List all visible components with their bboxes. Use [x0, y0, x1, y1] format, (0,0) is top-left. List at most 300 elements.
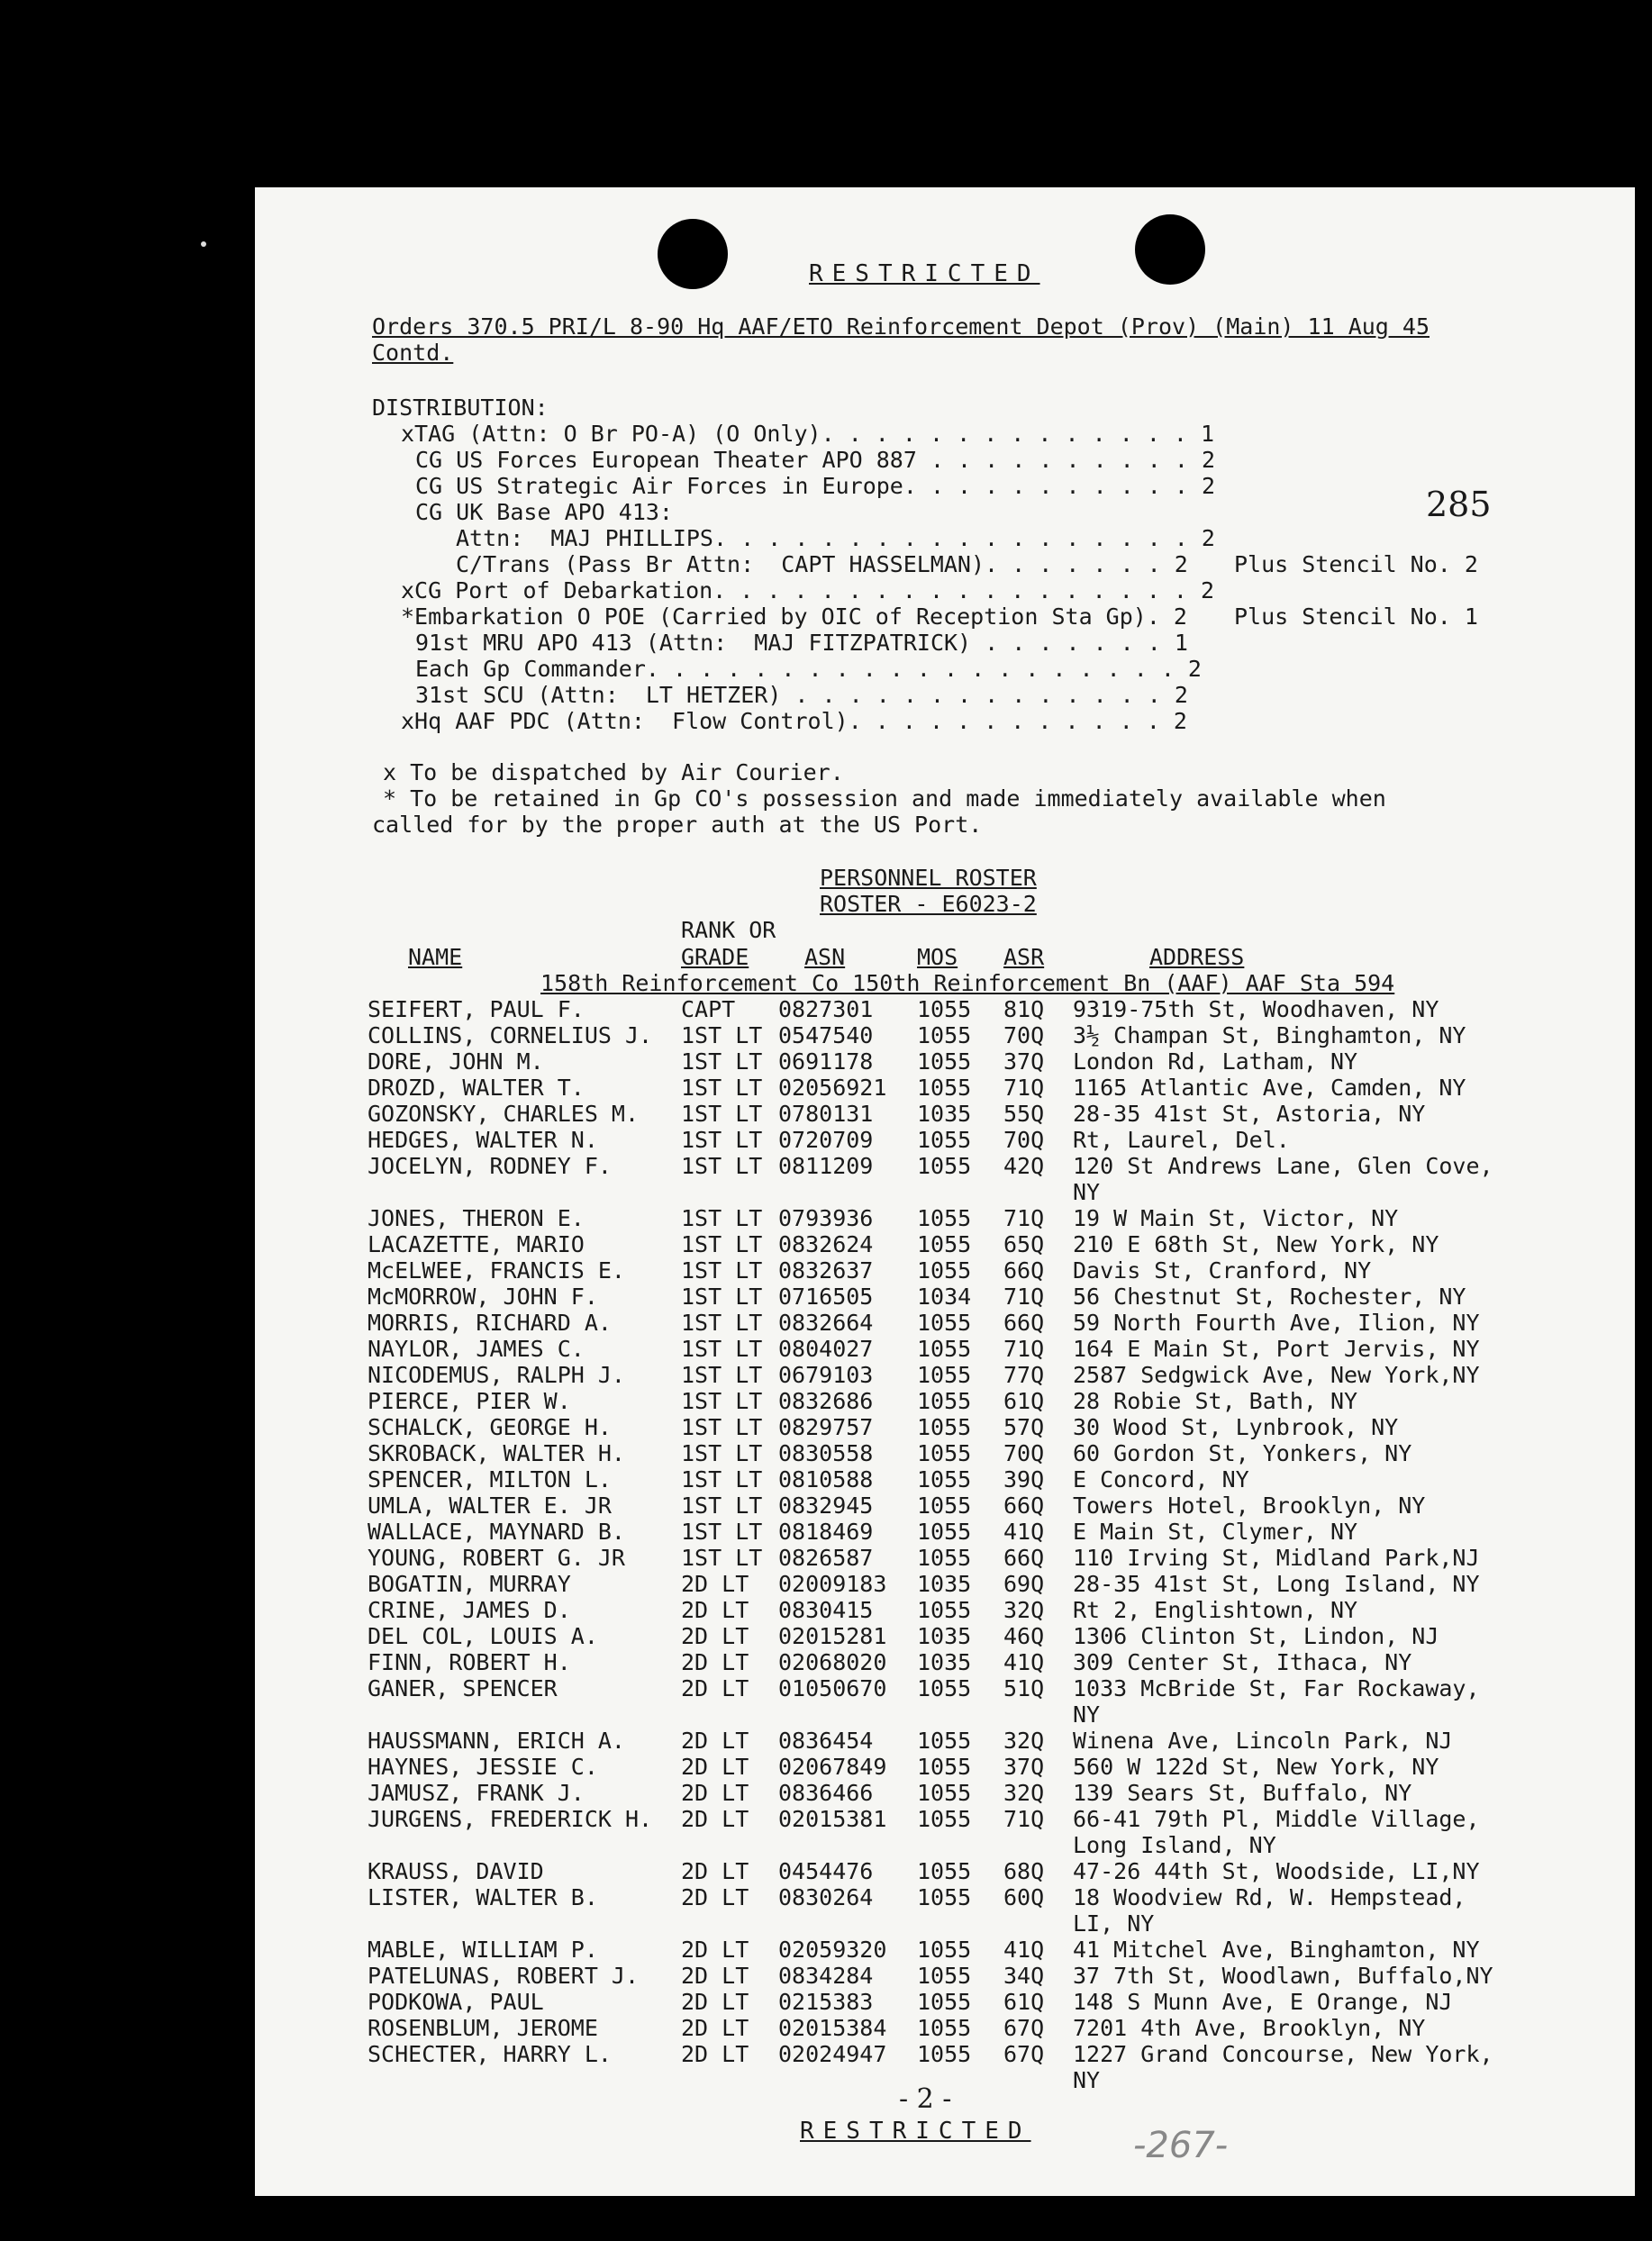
roster-asn: 0691178: [778, 1048, 874, 1075]
roster-rank: 2D LT: [681, 2041, 749, 2067]
roster-asr: 68Q: [1003, 1858, 1045, 1884]
roster-asr: 77Q: [1003, 1362, 1045, 1388]
restricted-header: RESTRICTED: [809, 260, 1040, 287]
roster-asr: 71Q: [1003, 1336, 1045, 1362]
roster-asn: 0836466: [778, 1780, 874, 1806]
roster-mos: 1055: [917, 1806, 972, 1832]
roster-rank: 1ST LT: [681, 1022, 763, 1048]
roster-asn: 0832686: [778, 1388, 874, 1414]
roster-mos: 1055: [917, 1963, 972, 1989]
roster-asn: 0454476: [778, 1858, 874, 1884]
roster-rank: 2D LT: [681, 1675, 749, 1701]
distribution-line: *Embarkation O POE (Carried by OIC of Reception Sta Gp). 2: [401, 603, 1187, 630]
roster-mos: 1035: [917, 1623, 972, 1649]
roster-mos: 1055: [917, 1754, 972, 1780]
roster-mos: 1035: [917, 1101, 972, 1127]
roster-mos: 1055: [917, 1597, 972, 1623]
roster-name: DROZD, WALTER T.: [368, 1075, 585, 1101]
table-row: [255, 1675, 1635, 1701]
roster-name: YOUNG, ROBERT G. JR: [368, 1545, 625, 1571]
table-row: [255, 1728, 1635, 1754]
roster-name: SCHALCK, GEORGE H.: [368, 1414, 612, 1440]
table-row: [255, 1597, 1635, 1623]
roster-name: HAUSSMANN, ERICH A.: [368, 1728, 625, 1754]
table-row: [255, 1336, 1635, 1362]
roster-address: 47-26 44th St, Woodside, LI,NY: [1073, 1858, 1480, 1884]
roster-asn: 0547540: [778, 1022, 874, 1048]
roster-name: CRINE, JAMES D.: [368, 1597, 571, 1623]
roster-address: E Main St, Clymer, NY: [1073, 1519, 1358, 1545]
roster-mos: 1055: [917, 1414, 972, 1440]
roster-name: PIERCE, PIER W.: [368, 1388, 571, 1414]
roster-address: Rt 2, Englishtown, NY: [1073, 1597, 1358, 1623]
roster-address-cont: Long Island, NY: [1073, 1832, 1276, 1858]
roster-asr: 32Q: [1003, 1780, 1045, 1806]
distribution-line: C/Trans (Pass Br Attn: CAPT HASSELMAN). . . . . . . 2: [456, 551, 1188, 577]
footnote-retained: * To be retained in Gp CO's possession and made immediately available when: [383, 785, 1386, 812]
roster-name: JONES, THERON E.: [368, 1205, 585, 1231]
roster-mos: 1035: [917, 1571, 972, 1597]
roster-asr: 37Q: [1003, 1048, 1045, 1075]
table-row: [255, 1937, 1635, 1963]
table-row: [255, 996, 1635, 1022]
roster-name: GANER, SPENCER: [368, 1675, 558, 1701]
roster-mos: 1055: [917, 1022, 972, 1048]
roster-asr: 66Q: [1003, 1492, 1045, 1519]
roster-asr: 61Q: [1003, 1388, 1045, 1414]
table-row: [255, 1257, 1635, 1284]
roster-mos: 1055: [917, 1205, 972, 1231]
roster-rank: 2D LT: [681, 1728, 749, 1754]
roster-asn: 01050670: [778, 1675, 887, 1701]
roster-asr: 69Q: [1003, 1571, 1045, 1597]
roster-name: PATELUNAS, ROBERT J.: [368, 1963, 640, 1989]
roster-rank: 1ST LT: [681, 1231, 763, 1257]
roster-address: 1165 Atlantic Ave, Camden, NY: [1073, 1075, 1466, 1101]
roster-asn: 02015381: [778, 1806, 887, 1832]
roster-name: HAYNES, JESSIE C.: [368, 1754, 598, 1780]
roster-asr: 32Q: [1003, 1597, 1045, 1623]
roster-mos: 1055: [917, 1937, 972, 1963]
roster-title: PERSONNEL ROSTER: [820, 865, 1037, 891]
roster-asr: 51Q: [1003, 1675, 1045, 1701]
roster-address: 66-41 79th Pl, Middle Village,: [1073, 1806, 1480, 1832]
roster-address: 120 St Andrews Lane, Glen Cove,: [1073, 1153, 1493, 1179]
roster-address: 28 Robie St, Bath, NY: [1073, 1388, 1358, 1414]
roster-asr: 34Q: [1003, 1963, 1045, 1989]
distribution-line: 91st MRU APO 413 (Attn: MAJ FITZPATRICK) . . . . . . . 1: [415, 630, 1188, 656]
roster-asr: 65Q: [1003, 1231, 1045, 1257]
table-row: [255, 1414, 1635, 1440]
roster-rank: 2D LT: [681, 1937, 749, 1963]
roster-mos: 1055: [917, 2041, 972, 2067]
table-row: [255, 1022, 1635, 1048]
roster-asr: 61Q: [1003, 1989, 1045, 2015]
roster-asn: 0832624: [778, 1231, 874, 1257]
table-row: [255, 1884, 1635, 1910]
table-row: [255, 1388, 1635, 1414]
roster-rank: CAPT: [681, 996, 736, 1022]
distribution-line: Attn: MAJ PHILLIPS. . . . . . . . . . . . . . . . . . 2: [456, 525, 1215, 551]
roster-address: 164 E Main St, Port Jervis, NY: [1073, 1336, 1480, 1362]
roster-mos: 1055: [917, 1362, 972, 1388]
roster-name: McMORROW, JOHN F.: [368, 1284, 598, 1310]
roster-name: HEDGES, WALTER N.: [368, 1127, 598, 1153]
roster-mos: 1055: [917, 1519, 972, 1545]
roster-rank: 1ST LT: [681, 1388, 763, 1414]
roster-asn: 0830264: [778, 1884, 874, 1910]
table-row: [255, 1519, 1635, 1545]
roster-address: 210 E 68th St, New York, NY: [1073, 1231, 1439, 1257]
roster-subtitle: ROSTER - E6023-2: [820, 891, 1037, 917]
roster-rank: 1ST LT: [681, 1127, 763, 1153]
roster-rank: 2D LT: [681, 1989, 749, 2015]
table-row: [255, 1205, 1635, 1231]
roster-asr: 71Q: [1003, 1075, 1045, 1101]
distribution-line: xHq AAF PDC (Attn: Flow Control). . . . . . . . . . . . 2: [401, 708, 1187, 734]
roster-name: PODKOWA, PAUL: [368, 1989, 544, 2015]
roster-rank: 1ST LT: [681, 1101, 763, 1127]
roster-asn: 0215383: [778, 1989, 874, 2015]
roster-address: 139 Sears St, Buffalo, NY: [1073, 1780, 1412, 1806]
roster-asn: 0780131: [778, 1101, 874, 1127]
distribution-line: CG UK Base APO 413:: [415, 499, 673, 525]
document-page: [255, 187, 1635, 2196]
roster-name: KRAUSS, DAVID: [368, 1858, 544, 1884]
roster-rank: 1ST LT: [681, 1336, 763, 1362]
roster-rank: 1ST LT: [681, 1545, 763, 1571]
roster-asn: 02067849: [778, 1754, 887, 1780]
roster-mos: 1035: [917, 1649, 972, 1675]
roster-mos: 1055: [917, 1780, 972, 1806]
roster-mos: 1055: [917, 1388, 972, 1414]
roster-asn: 0826587: [778, 1545, 874, 1571]
roster-asr: 66Q: [1003, 1310, 1045, 1336]
roster-mos: 1055: [917, 1675, 972, 1701]
roster-asr: 42Q: [1003, 1153, 1045, 1179]
roster-mos: 1055: [917, 1153, 972, 1179]
roster-address: Towers Hotel, Brooklyn, NY: [1073, 1492, 1426, 1519]
roster-mos: 1055: [917, 1989, 972, 2015]
unit-line: 158th Reinforcement Co 150th Reinforcement Bn (AAF) AAF Sta 594: [540, 970, 1395, 996]
roster-address: 148 S Munn Ave, E Orange, NJ: [1073, 1989, 1453, 2015]
footnote-retained-cont: called for by the proper auth at the US Port.: [372, 812, 983, 838]
roster-address: 56 Chestnut St, Rochester, NY: [1073, 1284, 1466, 1310]
roster-asr: 39Q: [1003, 1466, 1045, 1492]
roster-rank: 1ST LT: [681, 1519, 763, 1545]
header-mos: MOS: [917, 944, 958, 970]
roster-address: 37 7th St, Woodlawn, Buffalo,NY: [1073, 1963, 1493, 1989]
roster-asr: 41Q: [1003, 1519, 1045, 1545]
roster-name: COLLINS, CORNELIUS J.: [368, 1022, 653, 1048]
roster-address: 2587 Sedgwick Ave, New York,NY: [1073, 1362, 1480, 1388]
roster-asr: 70Q: [1003, 1440, 1045, 1466]
footnote-air-courier: x To be dispatched by Air Courier.: [383, 759, 844, 785]
roster-address: 7201 4th Ave, Brooklyn, NY: [1073, 2015, 1426, 2041]
roster-rank: 2D LT: [681, 1571, 749, 1597]
roster-name: JAMUSZ, FRANK J.: [368, 1780, 585, 1806]
distribution-title: DISTRIBUTION:: [372, 395, 549, 421]
roster-asn: 0836454: [778, 1728, 874, 1754]
roster-address: E Concord, NY: [1073, 1466, 1249, 1492]
roster-asn: 0827301: [778, 996, 874, 1022]
roster-name: SCHECTER, HARRY L.: [368, 2041, 612, 2067]
roster-name: McELWEE, FRANCIS E.: [368, 1257, 625, 1284]
roster-address: 309 Center St, Ithaca, NY: [1073, 1649, 1412, 1675]
table-row: [255, 1780, 1635, 1806]
roster-asr: 55Q: [1003, 1101, 1045, 1127]
roster-asn: 02024947: [778, 2041, 887, 2067]
roster-address-cont: LI, NY: [1073, 1910, 1155, 1937]
roster-asr: 41Q: [1003, 1649, 1045, 1675]
roster-rank: 1ST LT: [681, 1440, 763, 1466]
roster-asr: 32Q: [1003, 1728, 1045, 1754]
roster-rank: 1ST LT: [681, 1048, 763, 1075]
table-row: [255, 1284, 1635, 1310]
roster-rank: 1ST LT: [681, 1153, 763, 1179]
roster-mos: 1055: [917, 1440, 972, 1466]
roster-address: 3½ Champan St, Binghamton, NY: [1073, 1022, 1466, 1048]
roster-name: BOGATIN, MURRAY: [368, 1571, 571, 1597]
roster-asn: 02059320: [778, 1937, 887, 1963]
roster-address: 560 W 122d St, New York, NY: [1073, 1754, 1439, 1780]
roster-mos: 1055: [917, 996, 972, 1022]
header-asr: ASR: [1003, 944, 1045, 970]
roster-asn: 0829757: [778, 1414, 874, 1440]
roster-address: 28-35 41st St, Astoria, NY: [1073, 1101, 1426, 1127]
page-number: - 2 -: [899, 2083, 952, 2115]
table-row: [255, 1466, 1635, 1492]
roster-mos: 1034: [917, 1284, 972, 1310]
roster-mos: 1055: [917, 1310, 972, 1336]
table-row: [255, 1310, 1635, 1336]
roster-asr: 71Q: [1003, 1806, 1045, 1832]
roster-asr: 71Q: [1003, 1284, 1045, 1310]
roster-asn: 0832637: [778, 1257, 874, 1284]
roster-name: SEIFERT, PAUL F.: [368, 996, 585, 1022]
roster-asr: 41Q: [1003, 1937, 1045, 1963]
roster-asn: 0832664: [778, 1310, 874, 1336]
table-row: [255, 1754, 1635, 1780]
table-row: [255, 2041, 1635, 2067]
roster-name: JOCELYN, RODNEY F.: [368, 1153, 612, 1179]
roster-asr: 60Q: [1003, 1884, 1045, 1910]
roster-mos: 1055: [917, 1336, 972, 1362]
roster-mos: 1055: [917, 1728, 972, 1754]
roster-rank: 2D LT: [681, 1963, 749, 1989]
roster-rank: 1ST LT: [681, 1284, 763, 1310]
roster-asr: 67Q: [1003, 2015, 1045, 2041]
roster-name: DEL COL, LOUIS A.: [368, 1623, 598, 1649]
roster-mos: 1055: [917, 1492, 972, 1519]
roster-asn: 0832945: [778, 1492, 874, 1519]
distribution-line: CG US Strategic Air Forces in Europe. . . . . . . . . . . 2: [415, 473, 1216, 499]
roster-rank: 1ST LT: [681, 1492, 763, 1519]
roster-rank: 1ST LT: [681, 1466, 763, 1492]
distribution-line: xTAG (Attn: O Br PO-A) (O Only). . . . . . . . . . . . . . 1: [401, 421, 1215, 447]
roster-mos: 1055: [917, 1075, 972, 1101]
roster-rank: 2D LT: [681, 1623, 749, 1649]
table-row: [255, 1571, 1635, 1597]
table-row: [255, 1545, 1635, 1571]
table-row: [255, 1127, 1635, 1153]
roster-address: 30 Wood St, Lynbrook, NY: [1073, 1414, 1399, 1440]
roster-address-cont: NY: [1073, 1179, 1101, 1205]
table-row: [255, 2015, 1635, 2041]
roster-asn: 02009183: [778, 1571, 887, 1597]
stamp-number: 285: [1426, 485, 1492, 524]
roster-asr: 57Q: [1003, 1414, 1045, 1440]
roster-name: ROSENBLUM, JEROME: [368, 2015, 598, 2041]
roster-rank: 2D LT: [681, 1806, 749, 1832]
roster-asn: 0716505: [778, 1284, 874, 1310]
header-grade: GRADE: [681, 944, 749, 970]
roster-address: 110 Irving St, Midland Park,NJ: [1073, 1545, 1480, 1571]
roster-name: DORE, JOHN M.: [368, 1048, 544, 1075]
roster-rank: 1ST LT: [681, 1414, 763, 1440]
roster-address: 18 Woodview Rd, W. Hempstead,: [1073, 1884, 1466, 1910]
orders-contd: Contd.: [372, 340, 454, 366]
table-row: [255, 1075, 1635, 1101]
roster-asr: 81Q: [1003, 996, 1045, 1022]
roster-rank: 2D LT: [681, 1780, 749, 1806]
roster-asn: 0830558: [778, 1440, 874, 1466]
roster-mos: 1055: [917, 1257, 972, 1284]
roster-name: NICODEMUS, RALPH J.: [368, 1362, 625, 1388]
roster-mos: 1055: [917, 1048, 972, 1075]
roster-asr: 70Q: [1003, 1022, 1045, 1048]
roster-name: FINN, ROBERT H.: [368, 1649, 571, 1675]
table-row: [255, 1623, 1635, 1649]
table-row: [255, 1963, 1635, 1989]
roster-asn: 0830415: [778, 1597, 874, 1623]
roster-name: LACAZETTE, MARIO: [368, 1231, 585, 1257]
roster-asn: 0793936: [778, 1205, 874, 1231]
roster-address: 9319-75th St, Woodhaven, NY: [1073, 996, 1439, 1022]
table-row: [255, 1440, 1635, 1466]
roster-asn: 0679103: [778, 1362, 874, 1388]
roster-asr: 67Q: [1003, 2041, 1045, 2067]
header-address: ADDRESS: [1149, 944, 1245, 970]
table-row: [255, 1858, 1635, 1884]
roster-address: London Rd, Latham, NY: [1073, 1048, 1358, 1075]
roster-mos: 1055: [917, 1466, 972, 1492]
roster-rank: 1ST LT: [681, 1075, 763, 1101]
roster-mos: 1055: [917, 1127, 972, 1153]
roster-rank: 2D LT: [681, 2015, 749, 2041]
table-row: [255, 1101, 1635, 1127]
table-row: [255, 1806, 1635, 1832]
side-note-stencil-2: Plus Stencil No. 2: [1234, 551, 1478, 577]
roster-address: Davis St, Cranford, NY: [1073, 1257, 1372, 1284]
roster-address: 59 North Fourth Ave, Ilion, NY: [1073, 1310, 1480, 1336]
table-row: [255, 1649, 1635, 1675]
handwritten-page-mark: -267-: [1133, 2125, 1229, 2166]
header-name: NAME: [408, 944, 463, 970]
roster-asn: 02015384: [778, 2015, 887, 2041]
roster-mos: 1055: [917, 2015, 972, 2041]
side-note-stencil-1: Plus Stencil No. 1: [1234, 603, 1478, 630]
table-row: [255, 1989, 1635, 2015]
roster-address: 1306 Clinton St, Lindon, NJ: [1073, 1623, 1439, 1649]
roster-rank: 1ST LT: [681, 1310, 763, 1336]
roster-asr: 66Q: [1003, 1257, 1045, 1284]
roster-asn: 02068020: [778, 1649, 887, 1675]
roster-address: 41 Mitchel Ave, Binghamton, NY: [1073, 1937, 1480, 1963]
roster-name: MABLE, WILLIAM P.: [368, 1937, 598, 1963]
header-rank-top: RANK OR: [681, 917, 776, 943]
roster-asn: 02056921: [778, 1075, 887, 1101]
roster-asn: 0811209: [778, 1153, 874, 1179]
roster-address: 60 Gordon St, Yonkers, NY: [1073, 1440, 1412, 1466]
table-row: [255, 1362, 1635, 1388]
orders-line: Orders 370.5 PRI/L 8-90 Hq AAF/ETO Reinforcement Depot (Prov) (Main) 11 Aug 45: [372, 313, 1430, 340]
table-row: [255, 1231, 1635, 1257]
roster-rank: 2D LT: [681, 1597, 749, 1623]
roster-rank: 2D LT: [681, 1884, 749, 1910]
roster-name: JURGENS, FREDERICK H.: [368, 1806, 653, 1832]
roster-rank: 2D LT: [681, 1649, 749, 1675]
roster-rank: 2D LT: [681, 1858, 749, 1884]
table-row: [255, 1048, 1635, 1075]
table-row: [255, 1492, 1635, 1519]
roster-name: MORRIS, RICHARD A.: [368, 1310, 612, 1336]
roster-name: SPENCER, MILTON L.: [368, 1466, 612, 1492]
roster-address: 19 W Main St, Victor, NY: [1073, 1205, 1399, 1231]
roster-name: UMLA, WALTER E. JR: [368, 1492, 612, 1519]
roster-asr: 70Q: [1003, 1127, 1045, 1153]
roster-asn: 0720709: [778, 1127, 874, 1153]
roster-address-cont: NY: [1073, 1701, 1101, 1728]
roster-name: GOZONSKY, CHARLES M.: [368, 1101, 640, 1127]
header-asn: ASN: [804, 944, 846, 970]
roster-address: 1227 Grand Concourse, New York,: [1073, 2041, 1493, 2067]
roster-asn: 0818469: [778, 1519, 874, 1545]
roster-asr: 46Q: [1003, 1623, 1045, 1649]
roster-rank: 1ST LT: [681, 1362, 763, 1388]
roster-mos: 1055: [917, 1231, 972, 1257]
roster-asr: 71Q: [1003, 1205, 1045, 1231]
table-row: [255, 1153, 1635, 1179]
distribution-line: CG US Forces European Theater APO 887 . . . . . . . . . . 2: [415, 447, 1216, 473]
speck-mark: [201, 241, 206, 247]
roster-rank: 2D LT: [681, 1754, 749, 1780]
roster-asn: 0834284: [778, 1963, 874, 1989]
roster-address: Winena Ave, Lincoln Park, NJ: [1073, 1728, 1453, 1754]
roster-name: SKROBACK, WALTER H.: [368, 1440, 625, 1466]
roster-address: 1033 McBride St, Far Rockaway,: [1073, 1675, 1480, 1701]
roster-asn: 0804027: [778, 1336, 874, 1362]
roster-name: WALLACE, MAYNARD B.: [368, 1519, 625, 1545]
roster-asn: 0810588: [778, 1466, 874, 1492]
roster-rank: 1ST LT: [681, 1257, 763, 1284]
roster-asr: 66Q: [1003, 1545, 1045, 1571]
roster-mos: 1055: [917, 1545, 972, 1571]
roster-mos: 1055: [917, 1884, 972, 1910]
roster-address-cont: NY: [1073, 2067, 1101, 2093]
distribution-line: 31st SCU (Attn: LT HETZER) . . . . . . . . . . . . . . 2: [415, 682, 1188, 708]
distribution-line: xCG Port of Debarkation. . . . . . . . . . . . . . . . . . 2: [401, 577, 1215, 603]
roster-mos: 1055: [917, 1858, 972, 1884]
distribution-line: Each Gp Commander. . . . . . . . . . . . . . . . . . . . 2: [415, 656, 1202, 682]
roster-asn: 02015281: [778, 1623, 887, 1649]
restricted-footer: RESTRICTED: [800, 2118, 1031, 2145]
punch-hole-left: [658, 219, 728, 289]
roster-rank: 1ST LT: [681, 1205, 763, 1231]
roster-name: NAYLOR, JAMES C.: [368, 1336, 585, 1362]
roster-asr: 37Q: [1003, 1754, 1045, 1780]
roster-address: Rt, Laurel, Del.: [1073, 1127, 1290, 1153]
